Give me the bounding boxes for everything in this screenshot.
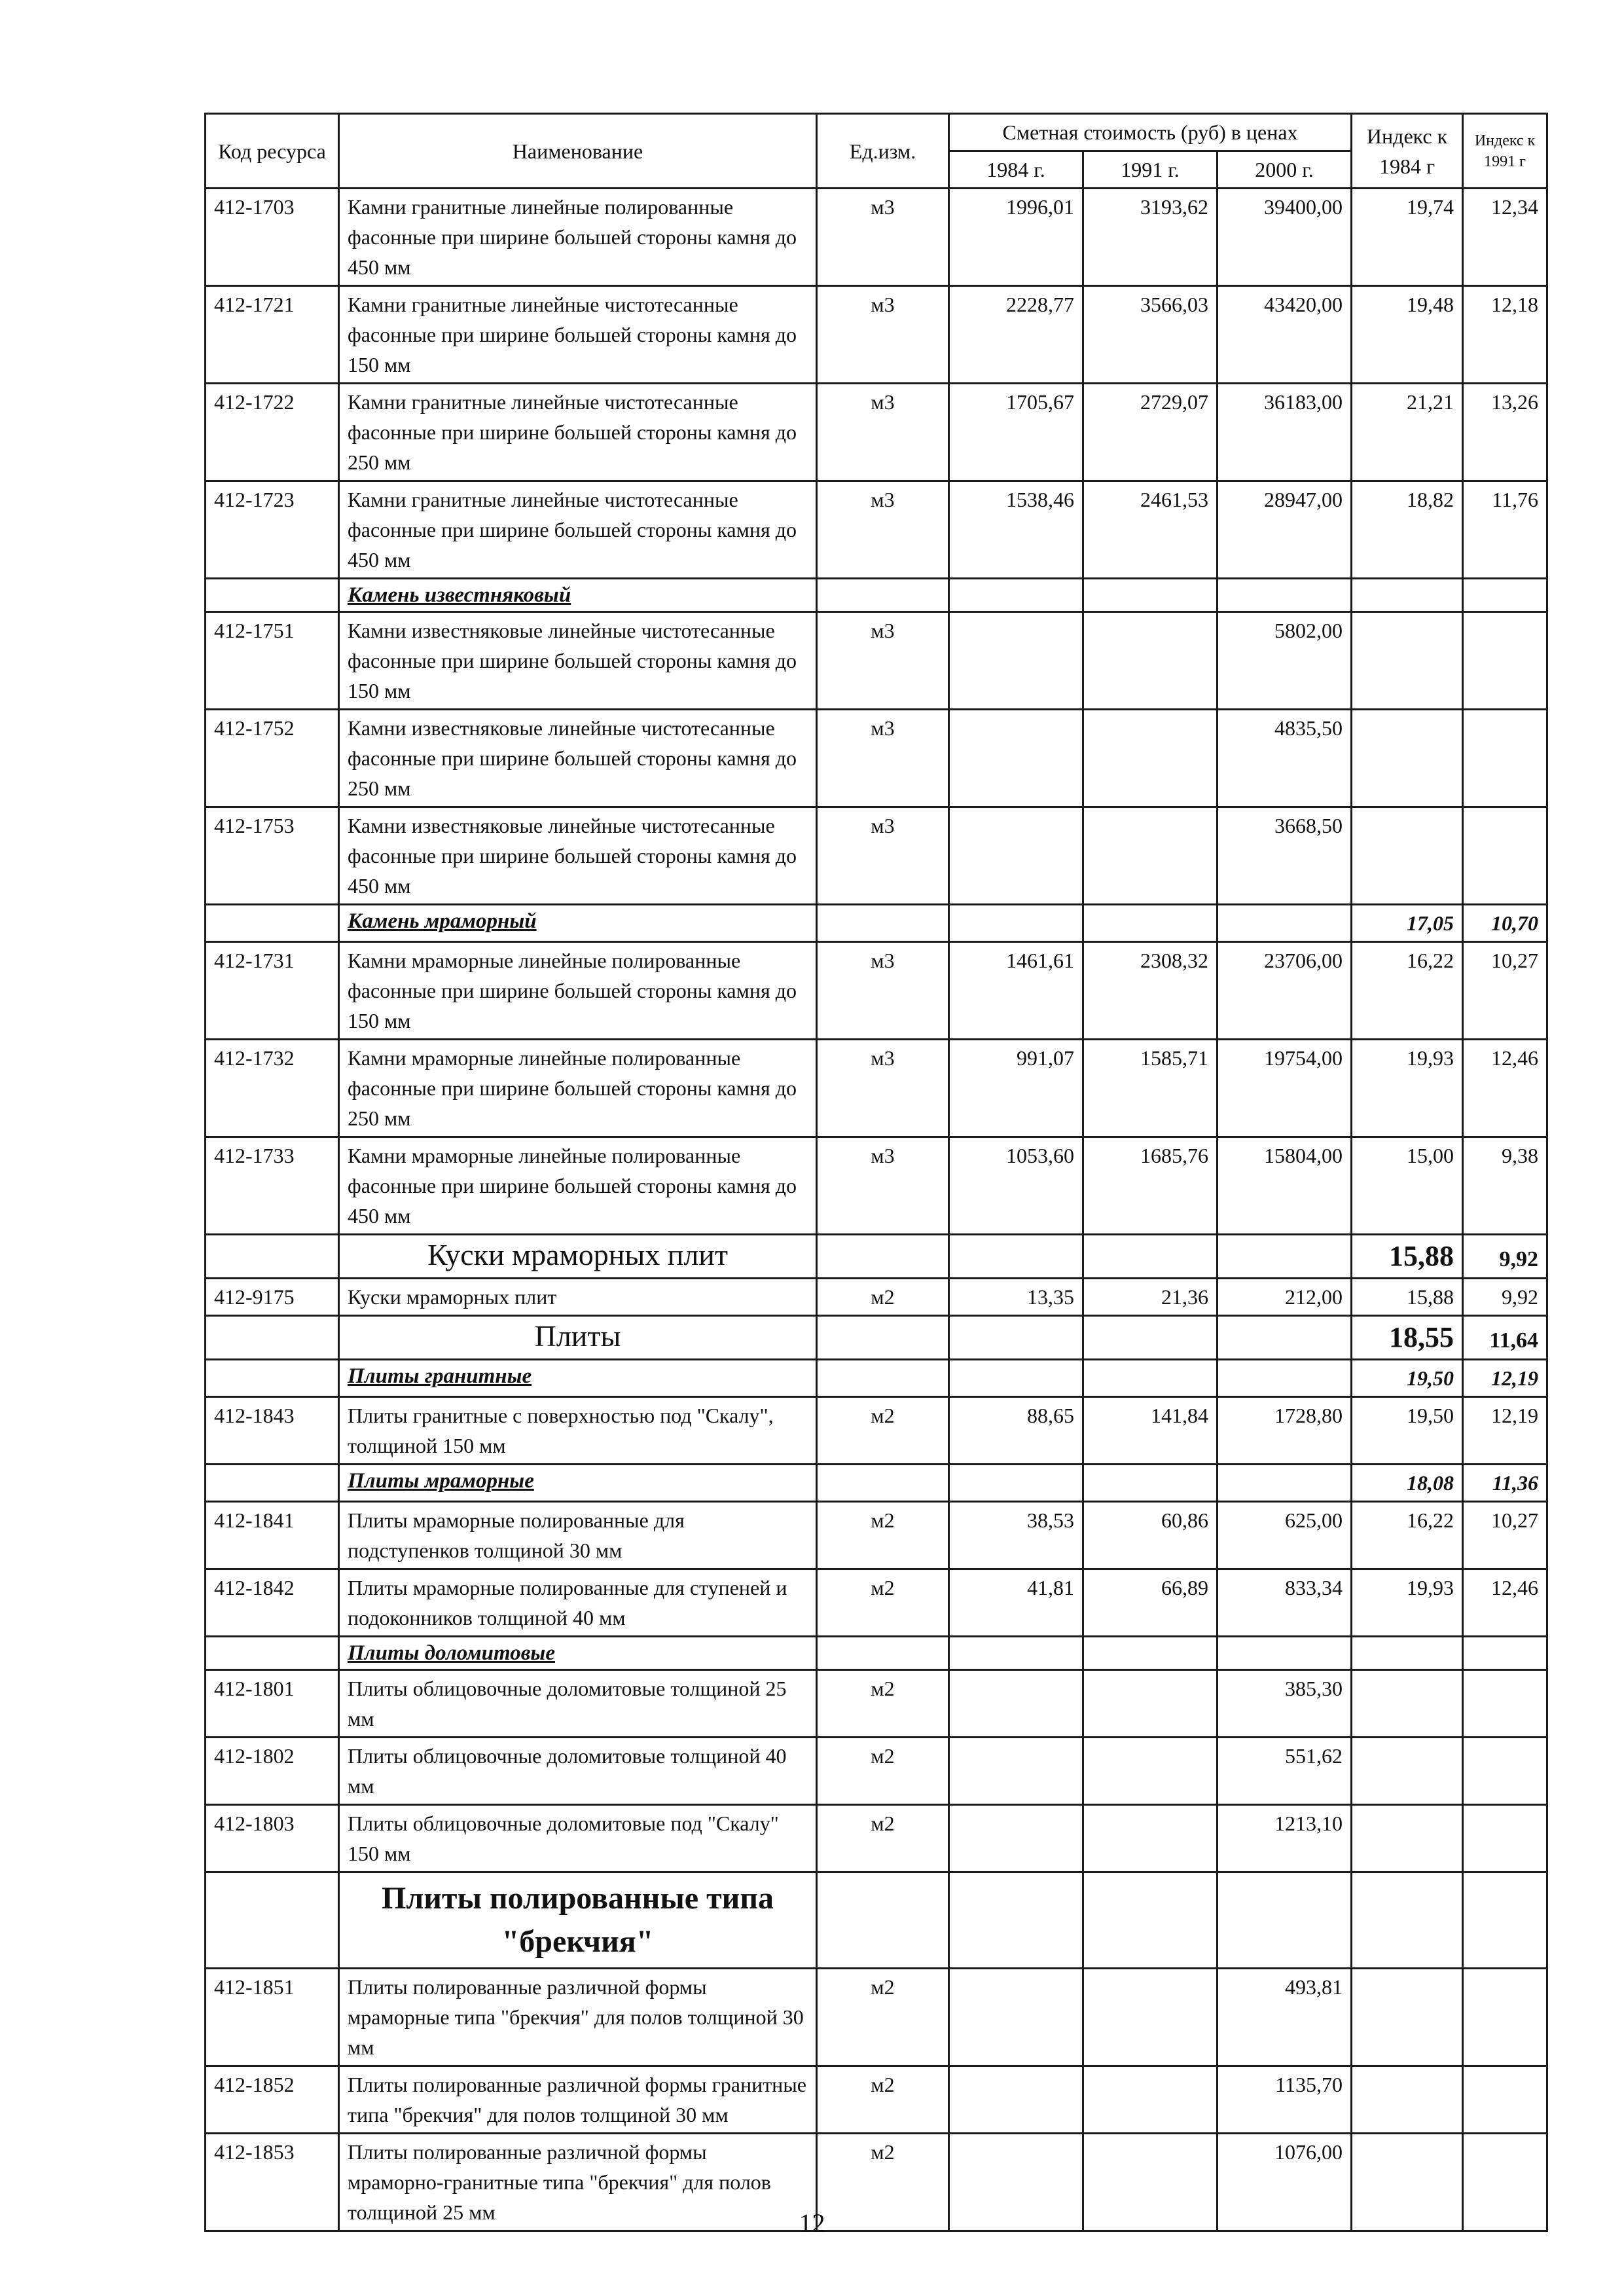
resource-name: Куски мраморных плит [339, 1235, 817, 1279]
index-1984-cell: 19,50 [1352, 1360, 1463, 1397]
cost-1991-cell [1083, 1360, 1218, 1397]
index-1984-cell: 17,05 [1352, 905, 1463, 942]
unit-cell: м3 [817, 612, 949, 710]
table-row [206, 942, 1547, 1040]
resource-code: 412-1853 [206, 2134, 339, 2231]
index-1984-cell [1352, 579, 1463, 612]
cost-1984-cell: 1538,46 [949, 481, 1083, 579]
unit-cell [817, 1872, 949, 1969]
cost-2000-cell: 43420,00 [1218, 286, 1352, 384]
index-1984-cell: 19,50 [1352, 1397, 1463, 1465]
resource-name: Плиты полированные различной формы мраморно-гранитные типа "брекчия" для полов толщиной 25 мм [339, 2134, 817, 2231]
cost-1984-cell [949, 1360, 1083, 1397]
index-1984-cell: 19,93 [1352, 1040, 1463, 1137]
table-row [206, 1502, 1547, 1569]
resource-code: 412-1803 [206, 1805, 339, 1872]
index-1984-cell [1352, 1872, 1463, 1969]
unit-cell: м2 [817, 1279, 949, 1316]
resource-code: 412-1723 [206, 481, 339, 579]
resource-code: 412-1801 [206, 1670, 339, 1738]
cost-2000-cell: 23706,00 [1218, 942, 1352, 1040]
unit-cell: м3 [817, 481, 949, 579]
index-1991-cell [1463, 807, 1547, 905]
cost-1984-cell [949, 710, 1083, 807]
table-row [206, 1969, 1547, 2066]
cost-1984-cell [949, 1670, 1083, 1738]
table-row [206, 1670, 1547, 1738]
cost-1984-cell [949, 1738, 1083, 1805]
cost-1984-cell [949, 1235, 1083, 1279]
index-1984-cell [1352, 1738, 1463, 1805]
cost-1984-cell: 1996,01 [949, 189, 1083, 286]
cost-2000-cell [1218, 1316, 1352, 1360]
header-index-1991: Индекс к 1991 г [1463, 114, 1547, 189]
index-1984-cell: 18,08 [1352, 1465, 1463, 1502]
cost-1991-cell: 2461,53 [1083, 481, 1218, 579]
index-1991-cell [1463, 1738, 1547, 1805]
cost-2000-cell: 28947,00 [1218, 481, 1352, 579]
cost-1984-cell: 2228,77 [949, 286, 1083, 384]
cost-1984-cell [949, 1465, 1083, 1502]
subgroup-row [206, 579, 1547, 612]
unit-cell: м3 [817, 710, 949, 807]
unit-cell: м2 [817, 1670, 949, 1738]
index-1991-cell: 11,64 [1463, 1316, 1547, 1360]
subgroup-row [206, 1465, 1547, 1502]
resource-name: Куски мраморных плит [339, 1279, 817, 1316]
cost-2000-cell: 212,00 [1218, 1279, 1352, 1316]
cost-1984-cell: 38,53 [949, 1502, 1083, 1569]
cost-2000-cell [1218, 905, 1352, 942]
index-1984-cell [1352, 612, 1463, 710]
unit-cell: м2 [817, 1738, 949, 1805]
cost-1991-cell: 3193,62 [1083, 189, 1218, 286]
index-1984-cell [1352, 1969, 1463, 2066]
unit-cell: м2 [817, 1969, 949, 2066]
table-row [206, 2066, 1547, 2134]
resource-name: Плиты облицовочные доломитовые толщиной 40 мм [339, 1738, 817, 1805]
index-1984-cell: 19,93 [1352, 1569, 1463, 1637]
resource-code [206, 579, 339, 612]
index-1984-cell: 15,88 [1352, 1279, 1463, 1316]
header-name: Наименование [339, 114, 817, 189]
index-1984-cell: 19,74 [1352, 189, 1463, 286]
table-row [206, 1569, 1547, 1637]
cost-1991-cell: 21,36 [1083, 1279, 1218, 1316]
cost-1991-cell [1083, 1637, 1218, 1670]
resource-name: Плиты полированные различной формы мраморные типа "брекчия" для полов толщиной 30 мм [339, 1969, 817, 2066]
cost-1991-cell [1083, 1969, 1218, 2066]
header-year-1984: 1984 г. [949, 151, 1083, 189]
section-row [206, 1316, 1547, 1360]
unit-cell: м3 [817, 942, 949, 1040]
cost-1991-cell [1083, 1872, 1218, 1969]
resource-code: 412-1842 [206, 1569, 339, 1637]
unit-cell [817, 1465, 949, 1502]
unit-cell [817, 1235, 949, 1279]
index-1991-cell: 13,26 [1463, 384, 1547, 481]
cost-1991-cell [1083, 1670, 1218, 1738]
resource-code: 412-1721 [206, 286, 339, 384]
unit-cell: м2 [817, 1805, 949, 1872]
resource-name: Камни гранитные линейные чистотесанные фасонные при ширине большей стороны камня до 150 мм [339, 286, 817, 384]
cost-1991-cell [1083, 905, 1218, 942]
header-row-1 [206, 114, 1547, 151]
resource-name: Камни гранитные линейные чистотесанные фасонные при ширине большей стороны камня до 250 мм [339, 384, 817, 481]
resource-code [206, 1465, 339, 1502]
index-1991-cell [1463, 1969, 1547, 2066]
index-1991-cell: 9,92 [1463, 1279, 1547, 1316]
resource-code [206, 1316, 339, 1360]
index-1991-cell [1463, 1805, 1547, 1872]
index-1991-cell [1463, 1637, 1547, 1670]
cost-1991-cell [1083, 1805, 1218, 1872]
index-1991-cell: 11,76 [1463, 481, 1547, 579]
cost-2000-cell: 551,62 [1218, 1738, 1352, 1805]
resource-code [206, 1235, 339, 1279]
unit-cell: м2 [817, 1397, 949, 1465]
cost-1991-cell [1083, 2066, 1218, 2134]
resource-code [206, 1360, 339, 1397]
unit-cell: м2 [817, 1569, 949, 1637]
table-row [206, 1397, 1547, 1465]
cost-1984-cell [949, 1637, 1083, 1670]
resource-name: Плиты облицовочные доломитовые толщиной 25 мм [339, 1670, 817, 1738]
index-1984-cell [1352, 1805, 1463, 1872]
index-1984-cell [1352, 1670, 1463, 1738]
index-1991-cell: 12,19 [1463, 1360, 1547, 1397]
cost-2000-cell: 36183,00 [1218, 384, 1352, 481]
resource-code: 412-1752 [206, 710, 339, 807]
cost-1991-cell: 2308,32 [1083, 942, 1218, 1040]
resource-code: 412-1753 [206, 807, 339, 905]
index-1984-cell: 15,88 [1352, 1235, 1463, 1279]
subgroup-row [206, 905, 1547, 942]
resource-price-table [204, 113, 1548, 2232]
index-1991-cell: 12,18 [1463, 286, 1547, 384]
resource-name: Камни известняковые линейные чистотесанные фасонные при ширине большей стороны камня до 250 мм [339, 710, 817, 807]
cost-1984-cell [949, 807, 1083, 905]
cost-1984-cell: 1461,61 [949, 942, 1083, 1040]
cost-2000-cell: 19754,00 [1218, 1040, 1352, 1137]
page-number: 12 [799, 2208, 825, 2238]
cost-2000-cell [1218, 1637, 1352, 1670]
cost-1991-cell: 60,86 [1083, 1502, 1218, 1569]
cost-1984-cell [949, 2066, 1083, 2134]
table-row [206, 1738, 1547, 1805]
index-1991-cell [1463, 612, 1547, 710]
index-1991-cell: 12,34 [1463, 189, 1547, 286]
index-1984-cell: 16,22 [1352, 1502, 1463, 1569]
cost-2000-cell: 833,34 [1218, 1569, 1352, 1637]
cost-1991-cell: 141,84 [1083, 1397, 1218, 1465]
cost-1991-cell: 3566,03 [1083, 286, 1218, 384]
section-row [206, 1872, 1547, 1969]
unit-cell: м2 [817, 1502, 949, 1569]
unit-cell: м3 [817, 286, 949, 384]
unit-cell [817, 1360, 949, 1397]
cost-2000-cell: 493,81 [1218, 1969, 1352, 2066]
cost-1984-cell: 991,07 [949, 1040, 1083, 1137]
index-1984-cell: 18,55 [1352, 1316, 1463, 1360]
header-cost-group: Сметная стоимость (руб) в ценах [949, 114, 1352, 151]
resource-code: 412-1722 [206, 384, 339, 481]
resource-name: Камни известняковые линейные чистотесанные фасонные при ширине большей стороны камня до 450 мм [339, 807, 817, 905]
table-row [206, 384, 1547, 481]
resource-name: Плиты гранитные [339, 1360, 817, 1397]
resource-name: Камни мраморные линейные полированные фасонные при ширине большей стороны камня до 250 мм [339, 1040, 817, 1137]
cost-2000-cell [1218, 1872, 1352, 1969]
cost-2000-cell: 15804,00 [1218, 1137, 1352, 1235]
index-1984-cell [1352, 2066, 1463, 2134]
resource-code: 412-1851 [206, 1969, 339, 2066]
resource-code: 412-1733 [206, 1137, 339, 1235]
cost-1991-cell: 2729,07 [1083, 384, 1218, 481]
resource-name: Камни мраморные линейные полированные фасонные при ширине большей стороны камня до 450 мм [339, 1137, 817, 1235]
unit-cell: м2 [817, 2134, 949, 2231]
table-row [206, 710, 1547, 807]
table-row [206, 1137, 1547, 1235]
table-row [206, 189, 1547, 286]
cost-2000-cell: 4835,50 [1218, 710, 1352, 807]
resource-name: Плиты полированные различной формы гранитные типа "брекчия" для полов толщиной 30 мм [339, 2066, 817, 2134]
index-1991-cell: 9,38 [1463, 1137, 1547, 1235]
resource-code [206, 1872, 339, 1969]
unit-cell: м2 [817, 2066, 949, 2134]
cost-1984-cell [949, 905, 1083, 942]
resource-name: Плиты мраморные полированные для ступеней и подоконников толщиной 40 мм [339, 1569, 817, 1637]
cost-1984-cell: 13,35 [949, 1279, 1083, 1316]
table-row [206, 1040, 1547, 1137]
cost-1984-cell: 41,81 [949, 1569, 1083, 1637]
unit-cell [817, 1316, 949, 1360]
header-unit: Ед.изм. [817, 114, 949, 189]
resource-code: 412-1751 [206, 612, 339, 710]
unit-cell: м3 [817, 1137, 949, 1235]
resource-name: Камень известняковый [339, 579, 817, 612]
table-row [206, 1805, 1547, 1872]
cost-1991-cell [1083, 710, 1218, 807]
index-1991-cell: 12,46 [1463, 1040, 1547, 1137]
table-row [206, 1279, 1547, 1316]
index-1991-cell: 11,36 [1463, 1465, 1547, 1502]
index-1984-cell [1352, 710, 1463, 807]
resource-name: Камни известняковые линейные чистотесанные фасонные при ширине большей стороны камня до 150 мм [339, 612, 817, 710]
index-1984-cell: 16,22 [1352, 942, 1463, 1040]
cost-1984-cell [949, 1872, 1083, 1969]
cost-1984-cell: 88,65 [949, 1397, 1083, 1465]
unit-cell: м3 [817, 807, 949, 905]
resource-code: 412-1802 [206, 1738, 339, 1805]
cost-1984-cell [949, 612, 1083, 710]
resource-name: Камни гранитные линейные чистотесанные фасонные при ширине большей стороны камня до 450 мм [339, 481, 817, 579]
header-index-1984: Индекс к 1984 г [1352, 114, 1463, 189]
cost-2000-cell: 1728,80 [1218, 1397, 1352, 1465]
cost-1984-cell [949, 579, 1083, 612]
cost-1991-cell [1083, 807, 1218, 905]
table-row [206, 612, 1547, 710]
cost-2000-cell: 385,30 [1218, 1670, 1352, 1738]
unit-cell [817, 579, 949, 612]
resource-code: 412-1732 [206, 1040, 339, 1137]
index-1991-cell [1463, 2066, 1547, 2134]
index-1984-cell: 19,48 [1352, 286, 1463, 384]
table-row [206, 807, 1547, 905]
index-1991-cell [1463, 710, 1547, 807]
resource-code: 412-1731 [206, 942, 339, 1040]
resource-code: 412-1841 [206, 1502, 339, 1569]
cost-2000-cell: 1213,10 [1218, 1805, 1352, 1872]
resource-name: Камни мраморные линейные полированные фасонные при ширине большей стороны камня до 150 мм [339, 942, 817, 1040]
unit-cell [817, 1637, 949, 1670]
unit-cell: м3 [817, 1040, 949, 1137]
index-1991-cell: 10,70 [1463, 905, 1547, 942]
index-1984-cell: 21,21 [1352, 384, 1463, 481]
cost-2000-cell [1218, 579, 1352, 612]
resource-name: Плиты полированные типа "брекчия" [339, 1872, 817, 1969]
index-1984-cell: 15,00 [1352, 1137, 1463, 1235]
unit-cell [817, 905, 949, 942]
cost-1991-cell: 1685,76 [1083, 1137, 1218, 1235]
cost-1984-cell [949, 1969, 1083, 2066]
cost-1991-cell [1083, 579, 1218, 612]
cost-1991-cell [1083, 1235, 1218, 1279]
cost-1991-cell: 1585,71 [1083, 1040, 1218, 1137]
cost-2000-cell: 625,00 [1218, 1502, 1352, 1569]
cost-2000-cell: 1076,00 [1218, 2134, 1352, 2231]
cost-1984-cell: 1053,60 [949, 1137, 1083, 1235]
header-year-1991: 1991 г. [1083, 151, 1218, 189]
resource-code: 412-1852 [206, 2066, 339, 2134]
cost-1991-cell [1083, 1738, 1218, 1805]
table-row [206, 286, 1547, 384]
cost-1984-cell [949, 1805, 1083, 1872]
table-row [206, 481, 1547, 579]
resource-name: Камни гранитные линейные полированные фасонные при ширине большей стороны камня до 450 мм [339, 189, 817, 286]
index-1984-cell [1352, 1637, 1463, 1670]
index-1991-cell [1463, 1872, 1547, 1969]
resource-code [206, 1637, 339, 1670]
index-1991-cell [1463, 579, 1547, 612]
cost-2000-cell [1218, 1235, 1352, 1279]
cost-2000-cell [1218, 1465, 1352, 1502]
resource-name: Плиты доломитовые [339, 1637, 817, 1670]
resource-name: Плиты гранитные с поверхностью под "Скалу", толщиной 150 мм [339, 1397, 817, 1465]
cost-2000-cell [1218, 1360, 1352, 1397]
index-1991-cell: 10,27 [1463, 1502, 1547, 1569]
cost-1984-cell: 1705,67 [949, 384, 1083, 481]
resource-name: Плиты мраморные полированные для подступенков толщиной 30 мм [339, 1502, 817, 1569]
subgroup-row [206, 1637, 1547, 1670]
index-1991-cell: 12,46 [1463, 1569, 1547, 1637]
resource-code: 412-1703 [206, 189, 339, 286]
cost-1991-cell [1083, 1316, 1218, 1360]
header-code: Код ресурса [206, 114, 339, 189]
cost-2000-cell: 3668,50 [1218, 807, 1352, 905]
index-1991-cell: 10,27 [1463, 942, 1547, 1040]
unit-cell: м3 [817, 189, 949, 286]
section-row [206, 1235, 1547, 1279]
cost-2000-cell: 5802,00 [1218, 612, 1352, 710]
resource-code: 412-1843 [206, 1397, 339, 1465]
table-body [206, 189, 1547, 2231]
resource-name: Плиты облицовочные доломитовые под "Скалу" 150 мм [339, 1805, 817, 1872]
cost-2000-cell: 1135,70 [1218, 2066, 1352, 2134]
resource-name: Камень мраморный [339, 905, 817, 942]
cost-1984-cell [949, 1316, 1083, 1360]
index-1991-cell [1463, 1670, 1547, 1738]
resource-code: 412-9175 [206, 1279, 339, 1316]
resource-code [206, 905, 339, 942]
resource-name: Плиты мраморные [339, 1465, 817, 1502]
cost-2000-cell: 39400,00 [1218, 189, 1352, 286]
index-1991-cell: 9,92 [1463, 1235, 1547, 1279]
cost-1991-cell [1083, 612, 1218, 710]
cost-1991-cell [1083, 1465, 1218, 1502]
index-1984-cell: 18,82 [1352, 481, 1463, 579]
unit-cell: м3 [817, 384, 949, 481]
header-year-2000: 2000 г. [1218, 151, 1352, 189]
index-1984-cell [1352, 807, 1463, 905]
cost-1991-cell: 66,89 [1083, 1569, 1218, 1637]
resource-name: Плиты [339, 1316, 817, 1360]
subgroup-row [206, 1360, 1547, 1397]
index-1991-cell: 12,19 [1463, 1397, 1547, 1465]
